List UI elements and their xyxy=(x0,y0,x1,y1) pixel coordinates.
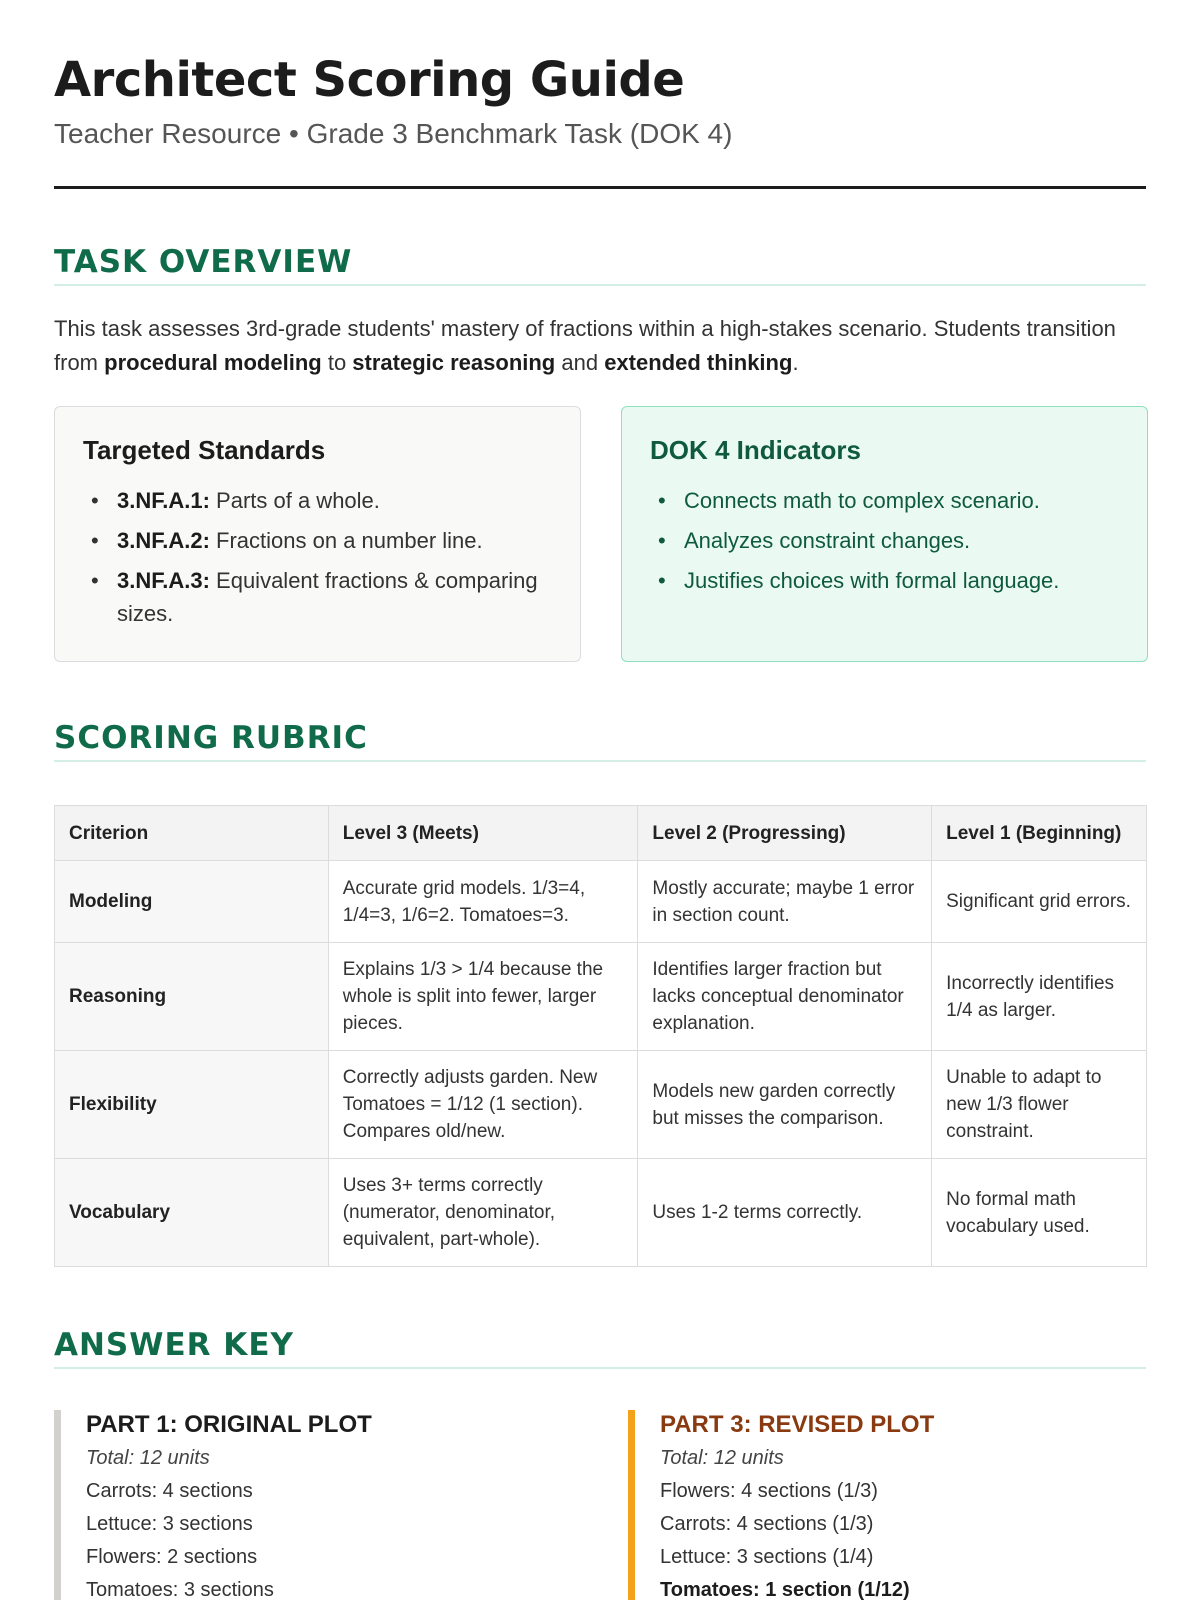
overview-emphasis: strategic reasoning xyxy=(352,350,556,375)
table-row xyxy=(55,1159,1147,1267)
column-header-level-1: Level 1 (Beginning) xyxy=(932,806,1147,861)
dok-indicator-item: • Analyzes constraint changes. xyxy=(650,524,1119,557)
list-item: Carrots: 4 sections (1/3) xyxy=(660,1513,874,1535)
list-item: Carrots: 4 sections xyxy=(86,1480,253,1502)
list-item: Tomatoes: 1 section (1/12) xyxy=(660,1579,910,1600)
table-row xyxy=(55,943,1147,1051)
level-1-cell: Significant grid errors. xyxy=(932,861,1147,943)
overview-text-part: to xyxy=(321,350,353,375)
level-1-cell: No formal math vocabulary used. xyxy=(932,1159,1147,1267)
answer-part-1 xyxy=(54,1410,534,1600)
overview-emphasis: procedural modeling xyxy=(104,350,322,375)
level-2-cell: Mostly accurate; maybe 1 error in section count. xyxy=(638,861,932,943)
standard-code: 3.NF.A.3: xyxy=(117,568,210,593)
page-title: Architect Scoring Guide xyxy=(54,52,685,108)
level-2-cell: Models new garden correctly but misses the comparison. xyxy=(638,1051,932,1159)
part-3-total: Total: 12 units xyxy=(660,1447,784,1469)
level-1-cell: Incorrectly identifies 1/4 as larger. xyxy=(932,943,1147,1051)
part-1-title: PART 1: ORIGINAL PLOT xyxy=(86,1411,372,1438)
level-3-cell: Accurate grid models. 1/3=4, 1/4=3, 1/6=2. Tomatoes=3. xyxy=(328,861,638,943)
standards-list xyxy=(83,484,552,630)
level-2-cell: Uses 1-2 terms correctly. xyxy=(638,1159,932,1267)
part-3-title: PART 3: REVISED PLOT xyxy=(660,1411,935,1438)
standard-description: Fractions on a number line. xyxy=(209,528,483,553)
overview-text-part: This task assesses 3rd-grade students' mastery of fractions within a high-stakes scenario. Students transition from xyxy=(54,316,1116,375)
task-overview-heading: TASK OVERVIEW xyxy=(54,244,1146,286)
scoring-rubric-table xyxy=(54,805,1147,1267)
column-header-level-3: Level 3 (Meets) xyxy=(328,806,638,861)
criterion-cell: Reasoning xyxy=(55,943,329,1051)
dok-indicator-item: • Justifies choices with formal language. xyxy=(650,564,1119,597)
standard-code: 3.NF.A.1: xyxy=(117,488,210,513)
level-3-cell: Explains 1/3 > 1/4 because the whole is split into fewer, larger pieces. xyxy=(328,943,638,1051)
dok-indicator-item: • Connects math to complex scenario. xyxy=(650,484,1119,517)
dok-indicators-list xyxy=(650,484,1119,597)
level-3-cell: Correctly adjusts garden. New Tomatoes = 1/12 (1 section). Compares old/new. xyxy=(328,1051,638,1159)
part-3-accent-bar xyxy=(628,1410,635,1600)
list-item: Lettuce: 3 sections xyxy=(86,1513,253,1535)
table-row xyxy=(55,861,1147,943)
targeted-standards-box xyxy=(54,406,581,662)
list-item: Flowers: 4 sections (1/3) xyxy=(660,1480,878,1502)
task-overview-text xyxy=(54,312,1146,380)
dok-indicators-title: DOK 4 Indicators xyxy=(650,435,861,465)
column-header-criterion: Criterion xyxy=(55,806,329,861)
part-1-accent-bar xyxy=(54,1410,61,1600)
standard-description: Parts of a whole. xyxy=(209,488,380,513)
standard-description: Equivalent fractions & comparing sizes. xyxy=(117,568,538,626)
criterion-cell: Vocabulary xyxy=(55,1159,329,1267)
dok-indicators-box xyxy=(621,406,1148,662)
table-row xyxy=(55,1051,1147,1159)
answer-part-3 xyxy=(628,1410,1108,1600)
list-item: Lettuce: 3 sections (1/4) xyxy=(660,1546,874,1568)
list-item: Flowers: 2 sections xyxy=(86,1546,258,1568)
page-subtitle: Teacher Resource • Grade 3 Benchmark Task (DOK 4) xyxy=(54,118,733,149)
standard-code: 3.NF.A.2: xyxy=(117,528,210,553)
standards-list-item xyxy=(83,484,552,517)
standards-list-item xyxy=(83,524,552,557)
criterion-cell: Modeling xyxy=(55,861,329,943)
criterion-cell: Flexibility xyxy=(55,1051,329,1159)
overview-emphasis: extended thinking xyxy=(604,350,793,375)
title-divider xyxy=(54,186,1146,189)
answer-key-heading: ANSWER KEY xyxy=(54,1327,1146,1369)
standards-list-item xyxy=(83,564,552,630)
targeted-standards-title: Targeted Standards xyxy=(83,435,326,465)
rubric-header-row xyxy=(55,806,1147,861)
scoring-rubric-heading: SCORING RUBRIC xyxy=(54,720,1146,762)
level-2-cell: Identifies larger fraction but lacks conceptual denominator explanation. xyxy=(638,943,932,1051)
overview-text-part: and xyxy=(555,350,605,375)
overview-text-part: . xyxy=(792,350,799,375)
list-item: Tomatoes: 3 sections xyxy=(86,1579,274,1600)
part-1-total: Total: 12 units xyxy=(86,1447,210,1469)
column-header-level-2: Level 2 (Progressing) xyxy=(638,806,932,861)
level-1-cell: Unable to adapt to new 1/3 flower constraint. xyxy=(932,1051,1147,1159)
level-3-cell: Uses 3+ terms correctly (numerator, denominator, equivalent, part-whole). xyxy=(328,1159,638,1267)
